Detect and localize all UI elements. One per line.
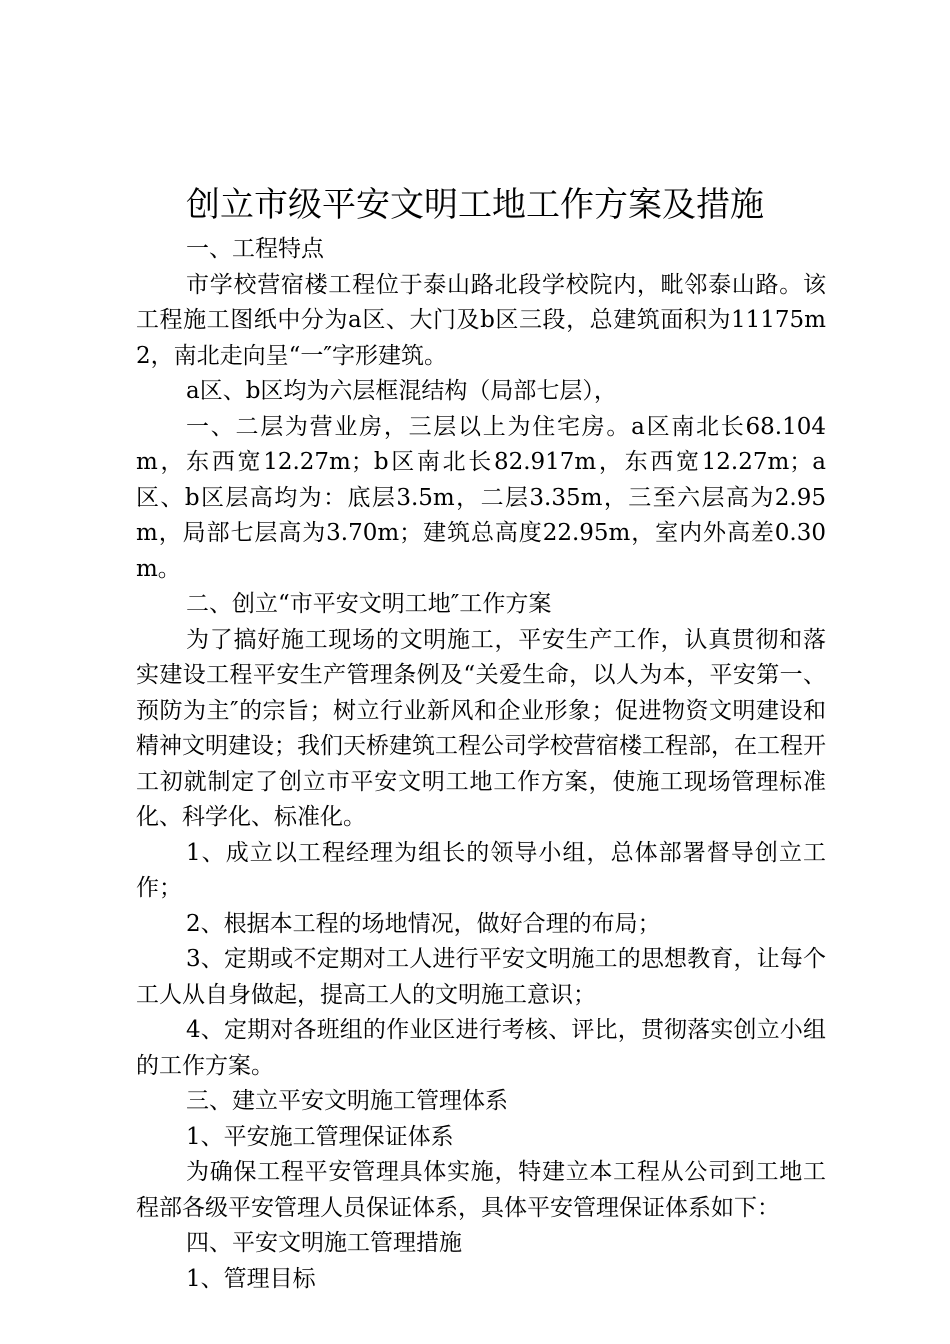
paragraph-project-location: 市学校营宿楼工程位于泰山路北段学校院内，毗邻泰山路。该工程施工图纸中分为a区、大门及b区三段，总建筑面积为11175m2，南北走向呈“一″字形建筑。 [136, 271, 826, 369]
paragraph-building-dimensions: 一、二层为营业房，三层以上为住宅房。a区南北长68.104m，东西宽12.27m；b区南北长82.917m，东西宽12.27m；a区、b区层高均为：底层3.5m，二层3.35m，三至六层高为2.95m，局部七层高为3.70m；建筑总高度22.95m，室内外高差0.30m。 [136, 413, 826, 582]
list-item-leadership-group: 1、成立以工程经理为组长的领导小组，总体部署督导创立工作； [136, 839, 826, 901]
list-item-assessment: 4、定期对各班组的作业区进行考核、评比，贯彻落实创立小组的工作方案。 [136, 1017, 826, 1079]
list-item-site-layout: 2、根据本工程的场地情况，做好合理的布局； [186, 910, 661, 937]
subheading-management-goals: 1、管理目标 [186, 1265, 316, 1292]
section-heading-project-features: 一、工程特点 [186, 236, 324, 262]
section-heading-management-measures: 四、平安文明施工管理措施 [186, 1230, 462, 1256]
document-title: 创立市级平安文明工地工作方案及措施 [186, 185, 764, 225]
paragraph-work-plan-intro: 为了搞好施工现场的文明施工，平安生产工作，认真贯彻和落实建设工程平安生产管理条例及“关爱生命，以人为本，平安第一、预防为主″的宗旨；树立行业新风和企业形象；促进物资文明建设和精神文明建设；我们天桥建筑工程公司学校营宿楼工程部，在工程开工初就制定了创立市平安文明工地工作方案，使施工现场管理标准化、科学化、标准化。 [136, 626, 826, 830]
document-body [136, 232, 826, 1297]
subheading-safety-guarantee-system: 1、平安施工管理保证体系 [186, 1123, 454, 1150]
list-item-worker-education: 3、定期或不定期对工人进行平安文明施工的思想教育，让每个工人从自身做起，提高工人的文明施工意识； [136, 946, 826, 1008]
section-heading-management-system: 三、建立平安文明施工管理体系 [186, 1088, 508, 1114]
paragraph-safety-guarantee: 为确保工程平安管理具体实施，特建立本工程从公司到工地工程部各级平安管理人员保证体系，具体平安管理保证体系如下： [136, 1159, 826, 1221]
section-heading-work-plan: 二、创立“市平安文明工地″工作方案 [186, 591, 552, 617]
paragraph-structure-type: a区、b区均为六层框混结构（局部七层）， [186, 378, 617, 404]
